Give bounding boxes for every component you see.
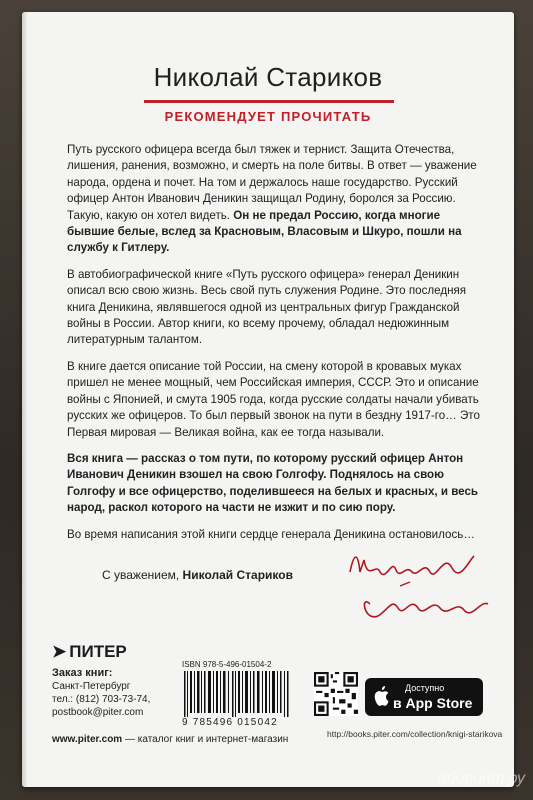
spine-edge — [22, 12, 27, 787]
barcode-number: 9 785496 015042 — [182, 717, 278, 728]
isbn-text: ISBN 978-5-496-01504-2 — [182, 660, 272, 669]
piter-logo — [52, 642, 127, 662]
piter-logo-text: ПИТЕР — [69, 642, 127, 661]
paragraph-4: Вся книга — рассказ о том пути, по которому русский офицер Антон Иванович Деникин взошел на свою Голгофу. Поднялось на свою Голгофу и все офицерство, поделившееся на белых и красных, и весь народ, раскол которого на части не изжит и по сию пору. — [67, 451, 479, 515]
isbn-block — [182, 660, 302, 728]
app-store-big: в App Store — [393, 695, 473, 711]
qr-code-icon — [314, 672, 358, 716]
order-email: postbook@piter.com — [52, 707, 144, 718]
recommend-heading: РЕКОМЕНДУЕТ ПРОЧИТАТЬ — [164, 109, 372, 124]
author-name: Николай Стариков — [153, 62, 383, 92]
app-store-badge — [365, 678, 483, 716]
website-desc: — каталог книг и интернет-магазин — [122, 734, 289, 745]
barcode-icon — [182, 671, 292, 717]
website-line — [52, 734, 288, 745]
closing-line — [102, 568, 293, 582]
order-title: Заказ книг: — [52, 667, 113, 679]
closing-prefix: С уважением, — [102, 568, 183, 582]
paragraph-3: В книге дается описание той России, на смену которой в кровавых муках пришел не менее мощный, чем Российская империя, СССР. Это и описание войны с Японией, и смута 1905 года, когда русские солдаты начали убивать русских же офицеров. То был первый звонок на пути в бездну 1917-го… Это Первая мировая — Великая война, как ее тогда называли. — [67, 359, 480, 439]
paragraph-1 — [67, 142, 482, 257]
handwritten-signature — [340, 542, 500, 642]
paragraph-1-bold: Он не предал Россию, когда многие бывшие белые, вслед за Красновым, Власовым и Шкуро, пошли на службу к Гитлеру. — [67, 208, 462, 255]
paragraph-2: В автобиографической книге «Путь русского офицера» генерал Деникин описал всю свою жизнь. Весь свой путь служения Родине. Это последняя книга Деникина, являвшегося одной из центральных фигур Гражданской войны в России. Автор книги, ко всему прочему, обладал недюжинным литературным талантом. — [67, 267, 467, 347]
app-store-small: Доступно — [405, 683, 445, 693]
book-back-cover — [22, 12, 514, 787]
order-city: Санкт-Петербург — [52, 681, 131, 692]
order-info — [52, 667, 150, 719]
apple-icon — [373, 685, 391, 707]
collection-url: http://books.piter.com/collection/knigi-starikova — [327, 729, 503, 739]
paragraph-1-text: Путь русского офицера всегда был тяжек и тернист. Защита Отечества, лишения, ранения, возможно, и смерть на поле битвы. В ответ — уважение народа, ордена и почет. На том и держалось наше государство. Русский офицер Антон Иванович Деникин защищал Родину, боролся за Россию. Такую, какую он хотел видеть. — [67, 143, 477, 222]
piter-arrow-icon: ➤ — [52, 642, 67, 661]
order-phone: тел.: (812) 703-73-74, — [52, 694, 151, 705]
website-url: www.piter.com — [52, 734, 123, 745]
paragraph-5: Во время написания этой книги сердце генерала Деникина остановилось… — [67, 527, 475, 541]
watermark: абиринт.ру — [437, 770, 525, 787]
red-divider — [144, 100, 394, 103]
annotation-text — [67, 142, 482, 553]
closing-name: Николай Стариков — [182, 568, 293, 582]
